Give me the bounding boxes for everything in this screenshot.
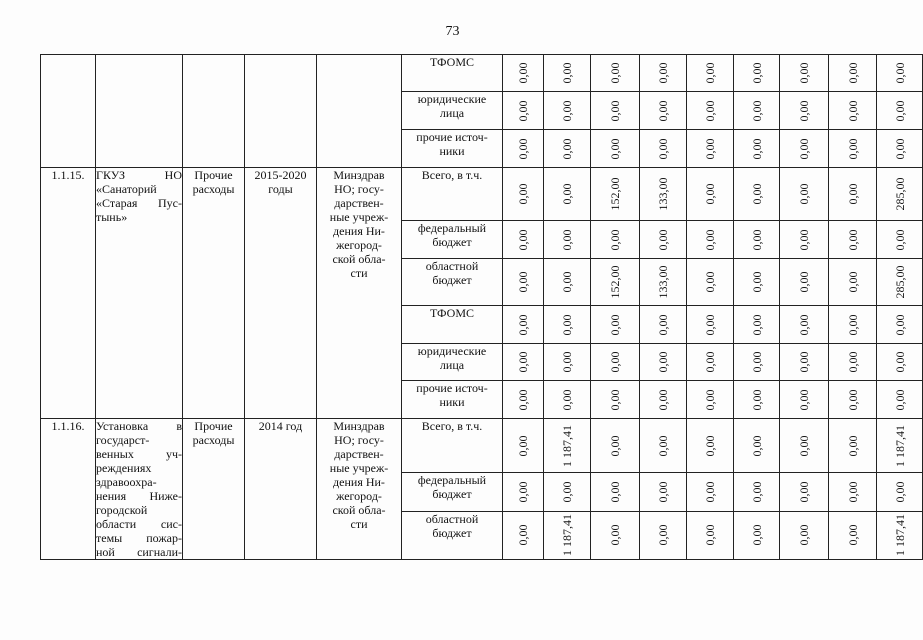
- amount-cell: [829, 419, 877, 473]
- text-line: прочие источ-: [416, 130, 488, 144]
- expense-type-cell: Прочие расходы: [183, 419, 245, 560]
- amount-value: 0,00: [749, 481, 764, 503]
- amount-value: 1 187,41: [560, 514, 574, 557]
- amount-value: 0,00: [797, 229, 811, 250]
- amount-value: 0,00: [703, 314, 717, 335]
- text-line: прочие источ-: [416, 381, 488, 395]
- amount-cell: [591, 55, 640, 92]
- amount-value: 0,00: [608, 351, 622, 373]
- amount-value: 0,00: [703, 183, 717, 205]
- amount-cell: [591, 306, 640, 344]
- amount-value: 0,00: [516, 389, 530, 410]
- table-row: [41, 168, 923, 221]
- text-line: жегород-: [336, 489, 382, 503]
- amount-cell: [544, 130, 591, 168]
- amount-cell: [734, 419, 780, 473]
- amount-value: 0,00: [560, 351, 574, 373]
- text-line: юридические: [417, 344, 487, 358]
- text-line: ники: [439, 144, 465, 158]
- amount-cell: [687, 419, 734, 473]
- amount-cell: [780, 419, 829, 473]
- amount-cell: [503, 130, 544, 168]
- text-line: области сис-: [96, 517, 182, 531]
- text-line: дарствен-: [334, 196, 384, 210]
- amount-cell: [829, 55, 877, 92]
- amount-value: 0,00: [560, 314, 574, 335]
- text-line: сти: [350, 266, 368, 280]
- executor-cell: [317, 419, 402, 560]
- text-line: жегород-: [336, 238, 382, 252]
- amount-cell: [591, 344, 640, 381]
- amount-cell: [503, 381, 544, 419]
- amount-cell: [591, 381, 640, 419]
- amount-value: 0,00: [516, 524, 530, 546]
- text-line: НО; госу-: [334, 433, 384, 447]
- amount-value: 0,00: [608, 100, 622, 121]
- text-line: Минздрав: [333, 419, 385, 433]
- amount-value: 0,00: [656, 314, 670, 335]
- amount-value: 0,00: [608, 389, 622, 410]
- amount-value: 0,00: [749, 229, 764, 250]
- amount-cell: [503, 259, 544, 306]
- amount-value: 0,00: [892, 100, 907, 121]
- text-line: ные учреж-: [329, 210, 389, 224]
- text-line: государст-: [96, 433, 150, 447]
- amount-value: 0,00: [797, 62, 811, 84]
- amount-value: 0,00: [797, 524, 811, 546]
- text-line: Всего, в т.ч.: [421, 168, 483, 182]
- text-line: бюджет: [432, 235, 472, 249]
- item-code-cell: 1.1.16.: [41, 419, 96, 560]
- amount-value: 0,00: [703, 271, 717, 293]
- amount-value: 1 187,41: [892, 424, 907, 467]
- amount-value: 285,00: [892, 265, 907, 299]
- text-line: городской: [96, 503, 148, 517]
- amount-cell: [687, 55, 734, 92]
- amount-value: 0,00: [749, 271, 764, 293]
- amount-value: 0,00: [845, 183, 860, 205]
- executor-cell: [317, 168, 402, 419]
- amount-cell: [734, 511, 780, 559]
- amount-cell: [829, 344, 877, 381]
- text-line: ные учреж-: [329, 461, 389, 475]
- amount-cell: [780, 306, 829, 344]
- amount-cell: [503, 55, 544, 92]
- expense-type-cell: [183, 55, 245, 168]
- budget-table: [40, 54, 923, 560]
- funding-source-cell: [402, 221, 503, 259]
- period-cell: 2015-2020 годы: [245, 168, 317, 419]
- amount-cell: [780, 221, 829, 259]
- amount-cell: [687, 259, 734, 306]
- text-line: федеральный: [417, 221, 487, 235]
- amount-value: 0,00: [656, 524, 670, 546]
- amount-value: 0,00: [516, 229, 530, 250]
- text-line: «Санаторий: [96, 182, 157, 196]
- amount-value: 0,00: [608, 138, 622, 159]
- amount-cell: [829, 473, 877, 512]
- item-name-cell: [96, 168, 183, 419]
- amount-value: 0,00: [516, 183, 530, 205]
- amount-cell: [544, 381, 591, 419]
- amount-value: 0,00: [749, 62, 764, 84]
- text-line: Установка в: [96, 419, 182, 433]
- amount-value: 0,00: [608, 314, 622, 335]
- funding-source-cell: [402, 306, 503, 344]
- period-cell: [245, 55, 317, 168]
- amount-cell: [591, 419, 640, 473]
- amount-value: 0,00: [749, 351, 764, 373]
- amount-value: 0,00: [516, 271, 530, 293]
- amount-cell: [780, 55, 829, 92]
- text-line: тынь»: [96, 210, 128, 224]
- amount-value: 0,00: [516, 435, 530, 457]
- amount-cell: [780, 92, 829, 130]
- amount-cell: [877, 381, 923, 419]
- amount-cell: [687, 511, 734, 559]
- amount-cell: [640, 259, 687, 306]
- amount-cell: [503, 92, 544, 130]
- text-line: Всего, в т.ч.: [421, 419, 483, 433]
- amount-value: 0,00: [560, 389, 574, 410]
- amount-value: 0,00: [656, 435, 670, 457]
- text-line: бюджет: [432, 487, 472, 502]
- amount-cell: [877, 55, 923, 92]
- amount-value: 0,00: [560, 183, 574, 205]
- amount-cell: [829, 511, 877, 559]
- amount-value: 0,00: [560, 100, 574, 121]
- expense-type-cell: Прочие расходы: [183, 168, 245, 419]
- amount-cell: [780, 473, 829, 512]
- amount-value: 0,00: [703, 62, 717, 84]
- amount-value: 152,00: [608, 265, 622, 299]
- page-number: 73: [445, 24, 460, 39]
- amount-cell: [877, 306, 923, 344]
- amount-value: 0,00: [749, 138, 764, 159]
- amount-cell: [734, 55, 780, 92]
- amount-cell: [591, 168, 640, 221]
- amount-cell: [640, 168, 687, 221]
- text-line: здравоохра-: [96, 475, 157, 489]
- amount-value: 0,00: [797, 435, 811, 457]
- amount-cell: [829, 221, 877, 259]
- amount-value: 0,00: [656, 351, 670, 373]
- amount-cell: [544, 306, 591, 344]
- amount-value: 0,00: [845, 481, 860, 503]
- text-line: темы пожар-: [96, 531, 182, 545]
- amount-cell: [687, 473, 734, 512]
- text-line: юридические: [417, 92, 487, 106]
- amount-value: 0,00: [797, 138, 811, 159]
- amount-cell: [877, 168, 923, 221]
- amount-value: 0,00: [749, 524, 764, 546]
- amount-value: 0,00: [516, 62, 530, 84]
- amount-cell: [734, 381, 780, 419]
- amount-value: 0,00: [516, 351, 530, 373]
- text-line: дения Ни-: [333, 224, 385, 238]
- amount-value: 0,00: [892, 314, 907, 335]
- amount-value: 0,00: [608, 62, 622, 84]
- amount-cell: [544, 473, 591, 512]
- amount-cell: [640, 92, 687, 130]
- amount-value: 0,00: [797, 183, 811, 205]
- amount-cell: [640, 306, 687, 344]
- amount-cell: [544, 168, 591, 221]
- amount-cell: [640, 55, 687, 92]
- text-line: ТФОМС: [429, 306, 475, 320]
- amount-cell: [780, 511, 829, 559]
- amount-value: 0,00: [608, 435, 622, 457]
- period-cell: 2014 год: [245, 419, 317, 560]
- amount-value: 0,00: [656, 481, 670, 503]
- text-line: ники: [439, 395, 465, 409]
- amount-cell: [687, 92, 734, 130]
- amount-value: 133,00: [656, 265, 670, 299]
- text-line: дения Ни-: [333, 475, 385, 489]
- text-line: венных уч-: [96, 447, 182, 461]
- amount-value: 0,00: [749, 314, 764, 335]
- amount-cell: [687, 306, 734, 344]
- amount-cell: [544, 419, 591, 473]
- amount-value: 0,00: [703, 524, 717, 546]
- amount-cell: [503, 221, 544, 259]
- funding-source-cell: [402, 511, 503, 559]
- amount-value: 0,00: [845, 524, 860, 546]
- amount-value: 0,00: [749, 435, 764, 457]
- text-line: областной: [425, 259, 479, 273]
- amount-value: 0,00: [892, 351, 907, 373]
- amount-cell: [640, 473, 687, 512]
- amount-value: 0,00: [797, 314, 811, 335]
- amount-value: 0,00: [656, 389, 670, 410]
- amount-value: 0,00: [560, 271, 574, 293]
- amount-cell: [829, 306, 877, 344]
- amount-cell: [877, 344, 923, 381]
- funding-source-cell: [402, 473, 503, 512]
- funding-source-cell: [402, 130, 503, 168]
- amount-value: 0,00: [516, 314, 530, 335]
- amount-cell: [640, 381, 687, 419]
- amount-cell: [780, 381, 829, 419]
- amount-value: 0,00: [797, 481, 811, 503]
- text-line: лица: [439, 106, 465, 120]
- amount-cell: [640, 419, 687, 473]
- amount-value: 0,00: [703, 229, 717, 250]
- text-line: областной: [425, 511, 479, 526]
- amount-cell: [640, 344, 687, 381]
- funding-source-cell: [402, 344, 503, 381]
- amount-cell: [877, 130, 923, 168]
- amount-value: 0,00: [656, 138, 670, 159]
- amount-value: 0,00: [845, 229, 860, 250]
- amount-value: 0,00: [892, 138, 907, 159]
- amount-value: 0,00: [703, 389, 717, 410]
- text-line: ной сигнали-: [96, 545, 182, 559]
- amount-value: 0,00: [797, 271, 811, 293]
- amount-value: 0,00: [749, 100, 764, 121]
- amount-cell: [503, 473, 544, 512]
- amount-cell: [734, 168, 780, 221]
- text-line: сти: [350, 517, 368, 531]
- amount-cell: [877, 473, 923, 512]
- amount-cell: [734, 306, 780, 344]
- amount-cell: [503, 511, 544, 559]
- amount-cell: [591, 92, 640, 130]
- text-line: ской обла-: [332, 252, 386, 266]
- funding-source-cell: [402, 55, 503, 92]
- amount-value: 285,00: [892, 177, 907, 211]
- amount-value: 0,00: [560, 138, 574, 159]
- text-line: ской обла-: [332, 503, 386, 517]
- amount-cell: [687, 381, 734, 419]
- amount-value: 0,00: [749, 183, 764, 205]
- text-line: НО; госу-: [334, 182, 384, 196]
- amount-value: 0,00: [703, 435, 717, 457]
- funding-source-cell: [402, 381, 503, 419]
- amount-cell: [640, 511, 687, 559]
- amount-value: 0,00: [845, 389, 860, 410]
- amount-value: 0,00: [516, 100, 530, 121]
- text-line: «Старая Пус-: [96, 196, 182, 210]
- text-line: бюджет: [432, 273, 472, 287]
- amount-value: 133,00: [656, 177, 670, 211]
- amount-cell: [687, 344, 734, 381]
- text-line: лица: [439, 358, 465, 372]
- amount-value: 0,00: [703, 138, 717, 159]
- amount-cell: [734, 344, 780, 381]
- amount-cell: [829, 168, 877, 221]
- amount-cell: [503, 306, 544, 344]
- text-line: бюджет: [432, 525, 472, 540]
- amount-cell: [591, 473, 640, 512]
- text-line: федеральный: [417, 473, 487, 488]
- amount-cell: [503, 168, 544, 221]
- amount-cell: [544, 344, 591, 381]
- amount-cell: [829, 259, 877, 306]
- amount-cell: [734, 130, 780, 168]
- amount-cell: [544, 55, 591, 92]
- amount-cell: [687, 221, 734, 259]
- amount-value: 0,00: [845, 314, 860, 335]
- amount-value: 0,00: [608, 524, 622, 546]
- text-line: ТФОМС: [429, 55, 475, 69]
- amount-cell: [544, 511, 591, 559]
- amount-value: 0,00: [703, 351, 717, 373]
- amount-value: 0,00: [797, 100, 811, 121]
- amount-value: 0,00: [845, 138, 860, 159]
- amount-value: 0,00: [608, 229, 622, 250]
- amount-cell: [687, 168, 734, 221]
- amount-cell: [544, 221, 591, 259]
- amount-cell: [591, 130, 640, 168]
- amount-cell: [503, 344, 544, 381]
- amount-cell: [829, 130, 877, 168]
- amount-cell: [780, 344, 829, 381]
- amount-cell: [544, 92, 591, 130]
- amount-value: 1 187,41: [560, 424, 574, 467]
- text-line: ГКУЗ НО: [96, 168, 182, 182]
- amount-cell: [734, 473, 780, 512]
- amount-value: 1 187,41: [892, 514, 907, 557]
- amount-value: 0,00: [703, 100, 717, 121]
- amount-cell: [780, 168, 829, 221]
- amount-value: 0,00: [845, 100, 860, 121]
- item-code-cell: 1.1.15.: [41, 168, 96, 419]
- amount-value: 0,00: [892, 62, 907, 84]
- amount-value: 0,00: [656, 62, 670, 84]
- amount-value: 0,00: [845, 271, 860, 293]
- funding-source-cell: [402, 259, 503, 306]
- amount-value: 0,00: [797, 389, 811, 410]
- text-line: дарствен-: [334, 447, 384, 461]
- table-row: [41, 55, 923, 92]
- item-code-cell: [41, 55, 96, 168]
- amount-value: 152,00: [608, 177, 622, 211]
- amount-value: 0,00: [703, 481, 717, 503]
- amount-cell: [877, 511, 923, 559]
- executor-cell: [317, 55, 402, 168]
- amount-cell: [780, 259, 829, 306]
- text-line: Минздрав: [333, 168, 385, 182]
- amount-value: 0,00: [608, 481, 622, 503]
- amount-cell: [640, 130, 687, 168]
- amount-value: 0,00: [845, 435, 860, 457]
- table-row: [41, 419, 923, 473]
- amount-value: 0,00: [516, 138, 530, 159]
- amount-cell: [877, 221, 923, 259]
- amount-cell: [544, 259, 591, 306]
- amount-cell: [591, 259, 640, 306]
- amount-value: 0,00: [845, 62, 860, 84]
- amount-value: 0,00: [749, 389, 764, 410]
- amount-value: 0,00: [560, 481, 574, 503]
- amount-value: 0,00: [845, 351, 860, 373]
- amount-cell: [591, 511, 640, 559]
- item-name-cell: [96, 55, 183, 168]
- amount-cell: [877, 419, 923, 473]
- funding-source-cell: [402, 419, 503, 473]
- amount-value: 0,00: [892, 389, 907, 410]
- funding-source-cell: [402, 92, 503, 130]
- amount-cell: [687, 130, 734, 168]
- text-line: реждениях: [96, 461, 152, 475]
- amount-cell: [734, 92, 780, 130]
- amount-value: 0,00: [656, 229, 670, 250]
- amount-cell: [503, 419, 544, 473]
- amount-cell: [780, 130, 829, 168]
- amount-value: 0,00: [797, 351, 811, 373]
- amount-value: 0,00: [560, 62, 574, 84]
- amount-value: 0,00: [892, 481, 907, 503]
- amount-cell: [829, 92, 877, 130]
- funding-source-cell: [402, 168, 503, 221]
- amount-cell: [734, 221, 780, 259]
- amount-cell: [640, 221, 687, 259]
- amount-cell: [877, 92, 923, 130]
- amount-cell: [591, 221, 640, 259]
- amount-cell: [829, 381, 877, 419]
- amount-cell: [734, 259, 780, 306]
- amount-value: 0,00: [892, 229, 907, 250]
- amount-value: 0,00: [560, 229, 574, 250]
- text-line: нения Ниже-: [96, 489, 182, 503]
- amount-cell: [877, 259, 923, 306]
- amount-value: 0,00: [656, 100, 670, 121]
- item-name-cell: [96, 419, 183, 560]
- amount-value: 0,00: [516, 481, 530, 503]
